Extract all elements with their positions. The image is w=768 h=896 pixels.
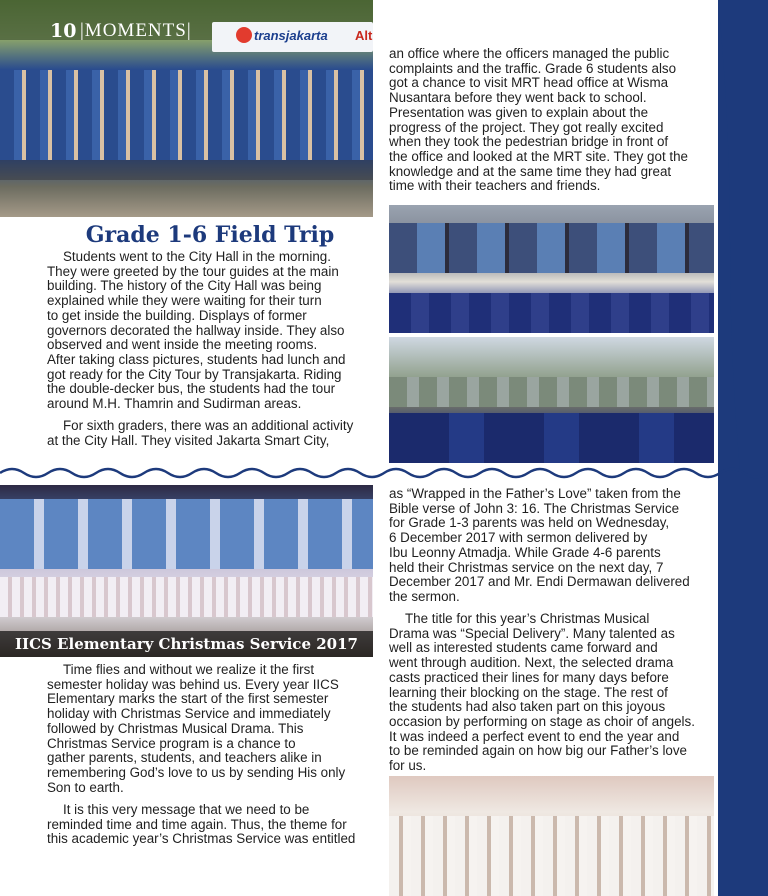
bus-brand-text: transjakarta bbox=[254, 28, 328, 43]
christmas-paragraph-4: The title for this year’s Christmas Musical Drama was “Special Delivery”. Many talented as well as interested students came forward and went through audition. Next, the selected drama casts practiced their lines for many days before learning their blocking on the stage. The rest of the students had also taken part on this joyous occasion by performing on stage as choir of angels. It was indeed a perfect event to end the year and to be reminded again on how big our Father’s love for us. bbox=[389, 611, 695, 774]
christmas-paragraph-3: as “Wrapped in the Father’s Love” taken from the Bible verse of John 3: 16. The Christmas Service for Grade 1-3 parents was held on Wednesday, 6 December 2017 with sermon delivered by Ibu Leonny Atmadja. While Grade 4-6 parents held their Christmas service on the next day, 7 December 2017 and Mr. Endi Dermawan delivered the sermon. bbox=[389, 486, 690, 604]
photo-christmas-choir bbox=[389, 776, 714, 896]
christmas-paragraph-1: Time flies and without we realize it the first semester holiday was behind us. Every year IICS Elementary marks the start of the first semester holiday with Christmas Service and immediately followed by Christmas Musical Drama. This Christmas Service program is a chance to gather parents, students, and teachers alike in remembering God’s love to us by sending His only Son to earth. bbox=[47, 662, 346, 795]
christmas-paragraph-2: It is this very message that we need to be reminded time and time again. Thus, the theme for this academic year’s Christmas Service was entitled bbox=[47, 802, 356, 847]
photo-mrt-site bbox=[389, 337, 714, 463]
wave-divider bbox=[0, 462, 768, 484]
transjakarta-logo-icon bbox=[236, 27, 252, 43]
field-trip-paragraph-3: an office where the officers managed the public complaints and the traffic. Grade 6 students also got a chance to visit MRT head office at Wisma Nusantara before they went back to school. Presentation was given to explain about the progress of the project. They got really excited when they took the pedestrian bridge in front of the office and looked at the MRT site. They got the knowledge and at the same time they had great time with their teachers and friends. bbox=[389, 46, 689, 194]
article-title-field-trip: Grade 1-6 Field Trip bbox=[85, 222, 335, 248]
field-trip-paragraph-1: Students went to the City Hall in the morning. They were greeted by the tour guides at the main building. The history of the City Hall was being explained while they were waiting for their turn to get inside the building. Displays of former governors decorated the hallway inside. They also observed and went inside the meeting rooms. After taking class pictures, students had lunch and got ready for the City Tour by Transjakarta. Riding the double-decker bus, the students had the tour around M.H. Thamrin and Sudirman areas. bbox=[47, 249, 346, 412]
page-number: 10 bbox=[50, 20, 77, 42]
christmas-service-caption: IICS Elementary Christmas Service 2017 bbox=[0, 631, 373, 657]
photo-smart-city-room bbox=[389, 205, 714, 333]
section-title: |MOMENTS| bbox=[80, 20, 192, 41]
field-trip-paragraph-2: For sixth graders, there was an additional activity at the City Hall. They visited Jakarta Smart City, bbox=[47, 418, 354, 448]
bus-sign-text: Alt bbox=[355, 28, 373, 43]
